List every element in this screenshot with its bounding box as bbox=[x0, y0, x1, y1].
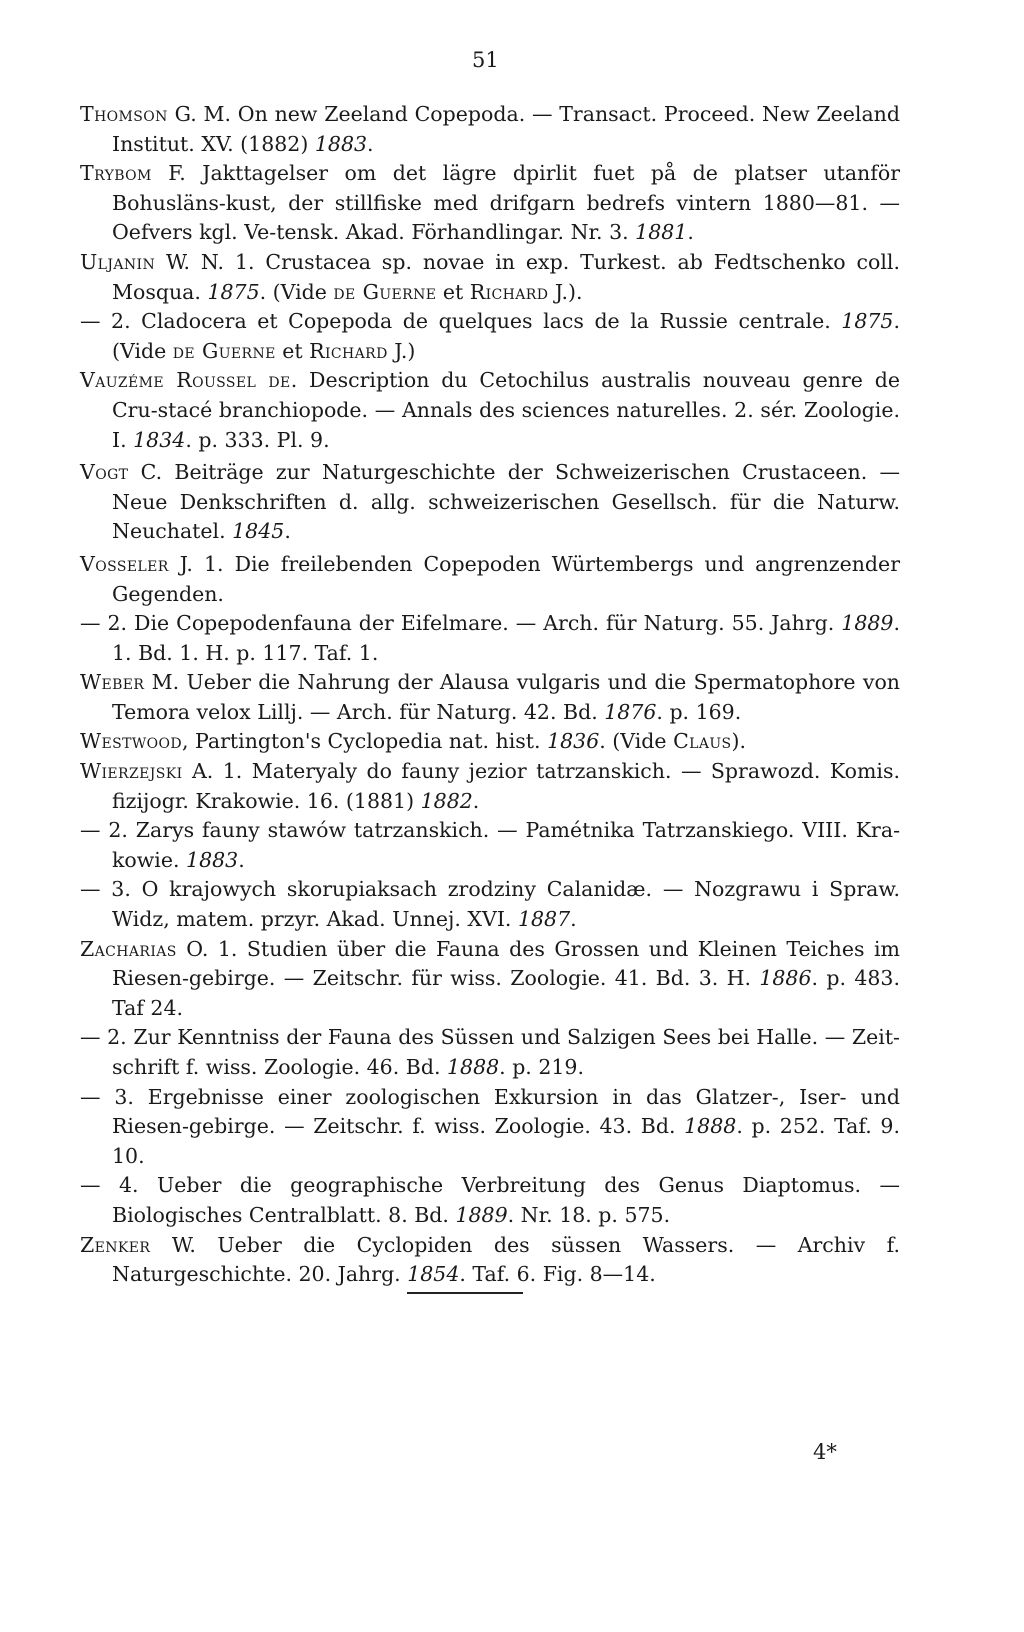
author-name: Zenker bbox=[80, 1232, 151, 1257]
entry-tail: ). bbox=[731, 729, 747, 754]
bibliography-entry bbox=[80, 1231, 900, 1290]
cited-author: Claus bbox=[673, 729, 732, 754]
entry-tail: . bbox=[472, 788, 480, 813]
entry-tail: . p. 219. bbox=[499, 1055, 584, 1079]
entry-tail: . (Vide bbox=[112, 309, 900, 363]
bibliography-entry bbox=[80, 159, 900, 248]
entry-tail: . p. 333. Pl. 9. bbox=[185, 427, 330, 452]
section-divider bbox=[407, 1292, 523, 1294]
entry-text: — 2. Die Copepodenfauna der Eifelmare. — Arch. für Naturg. 55. Jahrg. bbox=[80, 611, 842, 636]
cited-author: de Guerne bbox=[333, 279, 437, 304]
entry-tail: . p. 252. Taf. 9. 10. bbox=[112, 1114, 900, 1168]
author-name: Wierzejski bbox=[80, 759, 183, 784]
bibliography-entry bbox=[80, 727, 900, 757]
entry-text: — 4. Ueber die geographische Verbreitung des Genus Diaptomus. — Biologisches Centralblatt. 8. Bd. bbox=[80, 1173, 900, 1227]
entry-year: 1875 bbox=[841, 309, 894, 334]
bibliography-entry bbox=[80, 307, 900, 366]
entry-text: , Partington's Cyclopedia nat. hist. bbox=[182, 729, 548, 754]
entry-text: A. 1. Materyaly do fauny jezior tatrzanskich. — Sprawozd. Komis. fizijogr. Krakowie. 16. (1881) bbox=[112, 759, 900, 813]
entry-text: W. N. 1. Crustacea sp. novae in exp. Turkest. ab Fedtschenko coll. Mosqua. bbox=[112, 249, 900, 304]
entry-year: 1888 bbox=[684, 1114, 737, 1139]
entry-year: 1881 bbox=[635, 220, 688, 245]
entry-year: 1889 bbox=[841, 611, 894, 636]
entry-year: 1834 bbox=[133, 427, 186, 452]
entry-text: G. M. On new Zeeland Copepoda. — Transact. Proceed. New Zeeland Institut. XV. (1882) bbox=[112, 102, 900, 156]
author-name: Westwood bbox=[80, 729, 182, 754]
entry-year: 1883 bbox=[186, 847, 239, 872]
entry-tail: . bbox=[238, 847, 245, 872]
entry-year: 1883 bbox=[314, 131, 368, 156]
entry-tail: . bbox=[284, 519, 291, 544]
entry-text: J. 1. Die freilebenden Copepoden Würtembergs und angrenzender Gegenden. bbox=[112, 551, 900, 606]
entry-text: — 2. Cladocera et Copepoda de quelques lacs de la Russie centrale. bbox=[80, 309, 842, 334]
author-name: Vosseler bbox=[80, 551, 169, 576]
entry-tail: . (Vide bbox=[259, 279, 334, 304]
author-name: Uljanin bbox=[80, 249, 156, 274]
bibliography-entry bbox=[80, 757, 900, 816]
bibliography-entry bbox=[80, 1171, 900, 1230]
entry-text: — 3. Ergebnisse einer zoologischen Exkursion in das Glatzer-, Iser- und Riesen-gebirge. — Zeitschr. f. wiss. Zoologie. 43. Bd. bbox=[80, 1084, 900, 1139]
author-name: Weber bbox=[80, 670, 145, 695]
entry-year: 1886 bbox=[759, 966, 812, 991]
author-name: Zacharias bbox=[80, 936, 177, 961]
entry-text: C. Beiträge zur Naturgeschichte der Schweizerischen Crustaceen. — Neue Denkschriften d. allg. schweizerischen Gesellsch. für die Naturw. Neuchatel. bbox=[112, 460, 900, 544]
bibliography-list bbox=[80, 100, 900, 1290]
entry-year: 1854 bbox=[407, 1262, 460, 1287]
bibliography-entry bbox=[80, 668, 900, 727]
bibliography-entry bbox=[80, 550, 900, 609]
author-name: Vauzéme Roussel de bbox=[80, 368, 291, 393]
cited-author: Richard bbox=[469, 279, 549, 304]
entry-year: 1882 bbox=[420, 788, 473, 813]
author-name: Trybom bbox=[80, 161, 152, 186]
entry-year: 1836 bbox=[547, 729, 600, 754]
entry-text: M. Ueber die Nahrung der Alausa vulgaris und die Spermatophore von Temora velox Lillj. — Arch. für Naturg. 42. Bd. bbox=[112, 670, 900, 724]
entry-tail: . bbox=[570, 907, 577, 932]
bibliography-entry bbox=[80, 609, 900, 668]
entry-year: 1888 bbox=[446, 1055, 500, 1079]
entry-text: et bbox=[436, 279, 470, 304]
entry-tail: . bbox=[367, 131, 374, 156]
entry-text: — 2. Zur Kenntniss der Fauna des Süssen und Salzigen Sees bei Halle. — Zeit-schrift f. wiss. Zoologie. 46. Bd. bbox=[80, 1025, 900, 1079]
entry-year: 1889 bbox=[455, 1202, 508, 1227]
entry-tail: . p. 169. bbox=[656, 699, 742, 724]
entry-year: 1887 bbox=[517, 907, 571, 932]
bibliography-entry bbox=[80, 816, 900, 875]
entry-tail: . Taf. 6. Fig. 8—14. bbox=[459, 1262, 656, 1287]
entry-text: O. 1. Studien über die Fauna des Grossen und Kleinen Teiches im Riesen-gebirge. — Zeitschr. für wiss. Zoologie. 41. Bd. 3. H. bbox=[112, 936, 900, 991]
entry-text: . Description du Cetochilus australis nouveau genre de Cru-stacé branchiopode. — Annals des sciences naturelles. 2. sér. Zoologie. I. bbox=[112, 368, 900, 452]
entry-year: 1875 bbox=[207, 279, 260, 304]
bibliography-entry bbox=[80, 366, 900, 455]
bibliography-entry bbox=[80, 1023, 900, 1082]
entry-text: et bbox=[275, 338, 310, 363]
entry-year: 1845 bbox=[232, 519, 285, 544]
entry-tail: J.). bbox=[548, 279, 583, 304]
entry-text: — 3. O krajowych skorupiaksach zrodziny Calanidæ. — Nozgrawu i Spraw. Widz, matem. przyr. Akad. Unnej. XVI. bbox=[80, 877, 900, 932]
signature-mark: 4* bbox=[813, 1440, 837, 1464]
cited-author: Richard bbox=[309, 338, 388, 363]
entry-text: F. Jakttagelser om det lägre dpirlit fuet på de platser utanför Bohusläns-kust, der stillfiske med drifgarn bedrefs vintern 1880—81. — Oefvers kgl. Ve-tensk. Akad. Förhandlingar. Nr. 3. bbox=[112, 161, 900, 245]
bibliography-entry bbox=[80, 458, 900, 547]
bibliography-entry bbox=[80, 100, 900, 159]
entry-year: 1876 bbox=[604, 699, 657, 724]
author-name: Thomson bbox=[80, 102, 168, 126]
entry-tail: . bbox=[687, 220, 694, 245]
entry-text: W. Ueber die Cyclopiden des süssen Wassers. — Archiv f. Naturgeschichte. 20. Jahrg. bbox=[112, 1232, 900, 1287]
bibliography-entry bbox=[80, 248, 900, 307]
bibliography-entry bbox=[80, 935, 900, 1024]
page-number: 51 bbox=[472, 48, 499, 72]
entry-tail: J.) bbox=[387, 338, 416, 363]
entry-tail: . (Vide bbox=[599, 729, 674, 754]
bibliography-entry bbox=[80, 875, 900, 934]
entry-text: — 2. Zarys fauny stawów tatrzanskich. — Pamétnika Tatrzanskiego. VIII. Kra-kowie. bbox=[80, 818, 900, 872]
bibliography-entry bbox=[80, 1083, 900, 1172]
entry-tail: . Nr. 18. p. 575. bbox=[507, 1202, 671, 1227]
entry-tail: . p. 483. Taf 24. bbox=[112, 966, 900, 1020]
author-name: Vogt bbox=[80, 460, 129, 485]
entry-tail: . 1. Bd. 1. H. p. 117. Taf. 1. bbox=[112, 611, 900, 665]
cited-author: de Guerne bbox=[172, 338, 276, 363]
